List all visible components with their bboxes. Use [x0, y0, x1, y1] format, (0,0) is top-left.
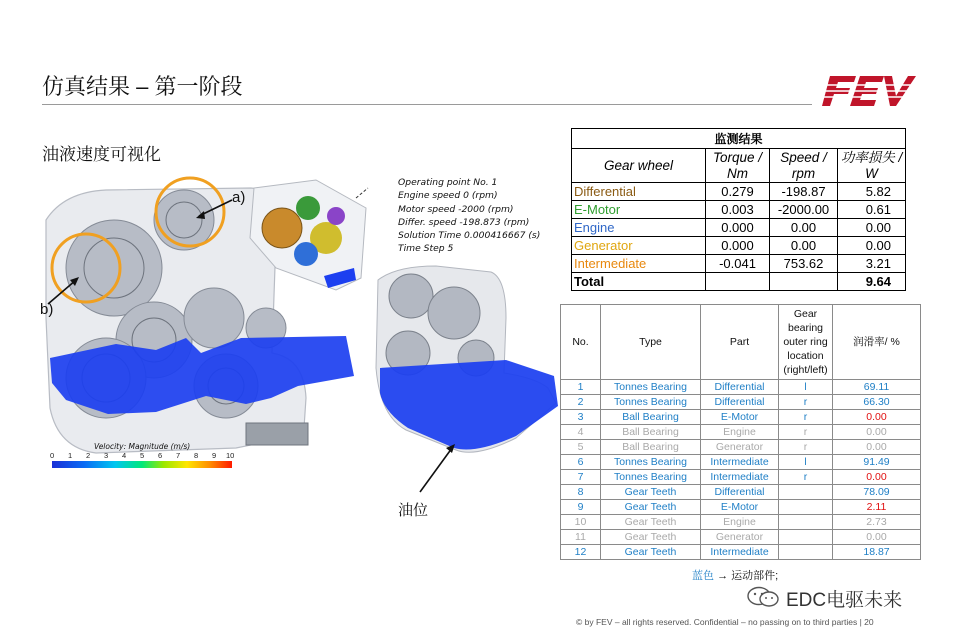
legend-tick: 6: [158, 451, 163, 460]
op-line: Differ. speed -198.873 (rpm): [398, 216, 530, 228]
location-cell: l: [779, 380, 833, 395]
fev-logo: [820, 72, 916, 110]
part-cell: Generator: [701, 440, 779, 455]
type-cell: Gear Teeth: [601, 530, 701, 545]
no-cell: 6: [561, 455, 601, 470]
part-cell: Intermediate: [701, 470, 779, 485]
lube-cell: 91.49: [833, 455, 921, 470]
lube-cell: 69.11: [833, 380, 921, 395]
table-row: [572, 201, 906, 219]
lube-cell: 78.09: [833, 485, 921, 500]
table-row: [561, 425, 921, 440]
arrow-right-icon: →: [717, 570, 729, 582]
location-cell: [779, 515, 833, 530]
note-blue-word: 蓝色: [692, 570, 714, 582]
type-cell: Tonnes Bearing: [601, 455, 701, 470]
table-row: [561, 545, 921, 560]
op-line: Solution Time 0.000416667 (s): [398, 230, 541, 242]
lube-cell: 0.00: [833, 530, 921, 545]
no-cell: 10: [561, 515, 601, 530]
location-cell: [779, 545, 833, 560]
type-cell: Gear Teeth: [601, 500, 701, 515]
location-cell: r: [779, 425, 833, 440]
total-row: [572, 273, 906, 291]
watermark-text: EDC电驱未来: [786, 590, 903, 611]
color-note: [692, 567, 778, 583]
loss-cell: 0.00: [838, 237, 906, 255]
label-b: b): [40, 301, 54, 318]
header-type: Type: [601, 305, 701, 380]
gear-name: E-Motor: [572, 201, 706, 219]
location-cell: l: [779, 455, 833, 470]
lube-cell: 66.30: [833, 395, 921, 410]
lube-cell: 0.00: [833, 440, 921, 455]
footer-text: © by FEV – all rights reserved. Confidential – no passing on to third parties | 20: [576, 617, 874, 627]
location-cell: [779, 485, 833, 500]
op-line: Time Step 5: [398, 243, 454, 255]
legend-tick: 0: [50, 451, 55, 460]
type-cell: Tonnes Bearing: [601, 395, 701, 410]
op-line: Motor speed -2000 (rpm): [398, 203, 514, 215]
legend-tick: 10: [226, 451, 235, 460]
torque-cell: 0.000: [706, 219, 770, 237]
torque-cell: -0.041: [706, 255, 770, 273]
section-subtitle: 油液速度可视化: [42, 145, 161, 164]
gear-name: Differential: [572, 183, 706, 201]
velocity-color-scale: [52, 461, 232, 468]
no-cell: 5: [561, 440, 601, 455]
speed-cell: 753.62: [770, 255, 838, 273]
part-cell: Differential: [701, 380, 779, 395]
total-value: 9.64: [838, 273, 906, 291]
header-location: Gear bearing outer ring location (right/left): [779, 305, 833, 380]
no-cell: 11: [561, 530, 601, 545]
torque-cell: 0.003: [706, 201, 770, 219]
no-cell: 9: [561, 500, 601, 515]
total-label: Total: [572, 273, 706, 291]
table-row: [561, 455, 921, 470]
table-row: [561, 485, 921, 500]
loss-cell: 0.61: [838, 201, 906, 219]
op-line: Operating point No. 1: [398, 177, 498, 188]
lube-cell: 0.00: [833, 425, 921, 440]
type-cell: Gear Teeth: [601, 515, 701, 530]
oil-level-label: 油位: [398, 502, 429, 519]
header-gear: Gear wheel: [572, 149, 706, 183]
loss-cell: 5.82: [838, 183, 906, 201]
table-row: [561, 380, 921, 395]
gear-name: Intermediate: [572, 255, 706, 273]
lube-cell: 18.87: [833, 545, 921, 560]
lubrication-table: [560, 304, 921, 560]
type-cell: Ball Bearing: [601, 440, 701, 455]
part-cell: Generator: [701, 530, 779, 545]
part-cell: E-Motor: [701, 500, 779, 515]
header-part: Part: [701, 305, 779, 380]
table-row: [561, 440, 921, 455]
type-cell: Gear Teeth: [601, 545, 701, 560]
op-line: Engine speed 0 (rpm): [398, 190, 498, 202]
location-cell: [779, 500, 833, 515]
location-cell: r: [779, 395, 833, 410]
type-cell: Ball Bearing: [601, 425, 701, 440]
torque-cell: 0.279: [706, 183, 770, 201]
speed-cell: 0.00: [770, 237, 838, 255]
table-row: [561, 470, 921, 485]
part-cell: Differential: [701, 395, 779, 410]
location-cell: r: [779, 440, 833, 455]
type-cell: Tonnes Bearing: [601, 380, 701, 395]
type-cell: Ball Bearing: [601, 410, 701, 425]
part-cell: Differential: [701, 485, 779, 500]
title-divider: [42, 104, 812, 105]
no-cell: 1: [561, 380, 601, 395]
torque-cell: 0.000: [706, 237, 770, 255]
table-row: [572, 219, 906, 237]
legend-tick: 7: [176, 451, 181, 460]
header-loss: 功率损失 / W: [838, 149, 906, 183]
velocity-legend-title: Velocity: Magnitude (m/s): [94, 442, 191, 451]
part-cell: Engine: [701, 515, 779, 530]
wechat-icon: [746, 586, 782, 608]
table-row: [561, 500, 921, 515]
loss-cell: 0.00: [838, 219, 906, 237]
legend-tick: 4: [122, 451, 127, 460]
monitor-table-title: 监测结果: [572, 129, 906, 149]
part-cell: Intermediate: [701, 545, 779, 560]
header-torque: Torque / Nm: [706, 149, 770, 183]
loss-cell: 3.21: [838, 255, 906, 273]
table-row: [561, 395, 921, 410]
label-a: a): [232, 189, 246, 206]
legend-tick: 1: [68, 451, 73, 460]
type-cell: Gear Teeth: [601, 485, 701, 500]
no-cell: 8: [561, 485, 601, 500]
speed-cell: 0.00: [770, 219, 838, 237]
speed-cell: -2000.00: [770, 201, 838, 219]
gear-name: Generator: [572, 237, 706, 255]
table-row: [561, 530, 921, 545]
lube-cell: 2.73: [833, 515, 921, 530]
part-cell: Engine: [701, 425, 779, 440]
lube-cell: 0.00: [833, 470, 921, 485]
location-cell: [779, 530, 833, 545]
no-cell: 12: [561, 545, 601, 560]
lube-cell: 0.00: [833, 410, 921, 425]
table-row: [572, 183, 906, 201]
legend-tick: 2: [86, 451, 91, 460]
speed-cell: -198.87: [770, 183, 838, 201]
no-cell: 4: [561, 425, 601, 440]
operating-info: [398, 176, 540, 256]
table-row: [572, 237, 906, 255]
location-cell: r: [779, 410, 833, 425]
header-no: No.: [561, 305, 601, 380]
note-text: 运动部件;: [731, 570, 779, 582]
table-row: [561, 515, 921, 530]
lube-cell: 2.11: [833, 500, 921, 515]
no-cell: 2: [561, 395, 601, 410]
slide-title: 仿真结果 – 第一阶段: [42, 74, 243, 99]
no-cell: 7: [561, 470, 601, 485]
table-row: [572, 255, 906, 273]
table-row: [561, 410, 921, 425]
no-cell: 3: [561, 410, 601, 425]
type-cell: Tonnes Bearing: [601, 470, 701, 485]
legend-tick: 8: [194, 451, 199, 460]
location-cell: r: [779, 470, 833, 485]
monitor-results-table: [571, 128, 906, 291]
legend-tick: 9: [212, 451, 217, 460]
velocity-legend-ticks: [46, 451, 236, 461]
part-cell: Intermediate: [701, 455, 779, 470]
header-speed: Speed / rpm: [770, 149, 838, 183]
part-cell: E-Motor: [701, 410, 779, 425]
header-lubrication: 润滑率/ %: [833, 305, 921, 380]
legend-tick: 3: [104, 451, 109, 460]
legend-tick: 5: [140, 451, 145, 460]
gear-name: Engine: [572, 219, 706, 237]
